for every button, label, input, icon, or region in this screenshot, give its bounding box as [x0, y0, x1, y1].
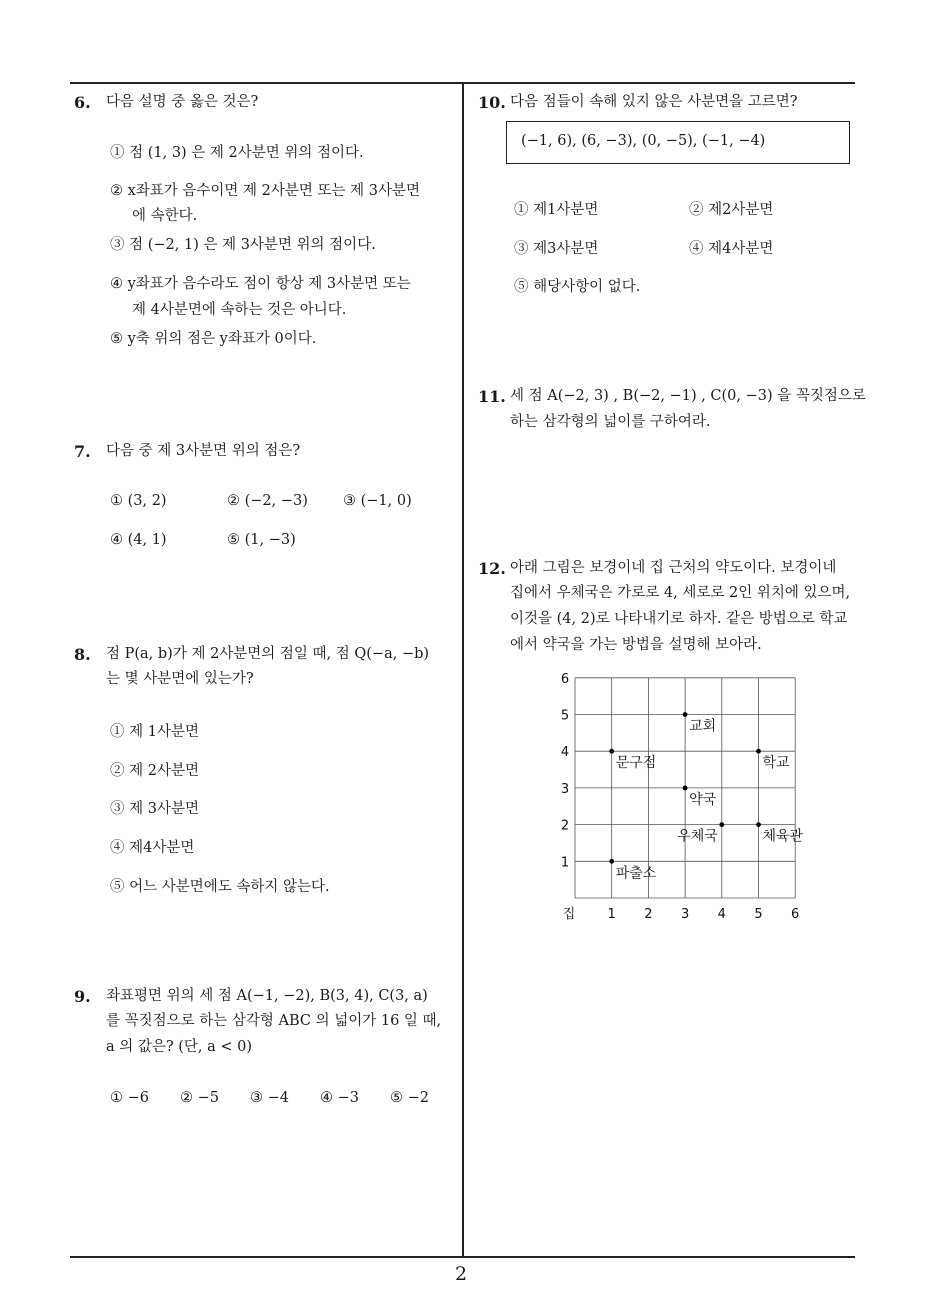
- map-point-label: 약국: [689, 791, 717, 808]
- question-prompt: 다음 중 제 3사분면 위의 점은?: [106, 443, 301, 459]
- option-3[interactable]: ③ 점 (−2, 1) 은 제 3사분면 위의 점이다.: [110, 237, 376, 253]
- question-prompt-line1: 점 P(a, b)가 제 2사분면의 점일 때, 점 Q(−a, −b): [106, 646, 430, 662]
- y-tick-label: 4: [560, 745, 570, 761]
- option-2[interactable]: ② −5: [180, 1090, 219, 1106]
- y-tick-label: 1: [560, 855, 570, 871]
- option-5[interactable]: ⑤ (1, −3): [227, 532, 296, 548]
- option-4[interactable]: ④ y좌표가 음수라도 점이 항상 제 3사분면 또는: [110, 276, 411, 292]
- map-point-marker: [683, 712, 688, 717]
- option-5[interactable]: ⑤ 어느 사분면에도 속하지 않는다.: [110, 879, 330, 895]
- question-prompt: 다음 설명 중 옳은 것은?: [106, 94, 259, 110]
- option-5[interactable]: ⑤ y축 위의 점은 y좌표가 0이다.: [110, 331, 317, 347]
- question-prompt-line1: 세 점 A(−2, 3) , B(−2, −1) , C(0, −3) 을 꼭짓점으로: [510, 388, 866, 404]
- map-point-marker: [683, 786, 688, 791]
- option-4[interactable]: ④ 제4사분면: [110, 840, 195, 856]
- map-point-label: 체육관: [762, 828, 804, 845]
- question-prompt-line2: 하는 삼각형의 넓이를 구하여라.: [510, 414, 711, 430]
- option-1[interactable]: ① (3, 2): [110, 493, 167, 509]
- option-2[interactable]: ② (−2, −3): [227, 493, 308, 509]
- map-point-marker: [719, 822, 724, 827]
- option-4[interactable]: ④ 제4사분면: [689, 241, 774, 257]
- question-number: 7.: [74, 442, 91, 461]
- map-point-marker: [609, 749, 614, 754]
- question-prompt-line1: 아래 그림은 보경이네 집 근처의 약도이다. 보경이네: [510, 560, 837, 576]
- x-tick-label: 5: [754, 907, 763, 922]
- option-4-cont: 제 4사분면에 속하는 것은 아니다.: [132, 302, 347, 318]
- map-point-label: 교회: [689, 718, 717, 735]
- map-point-marker: [756, 822, 761, 827]
- map-point-label: 문구점: [615, 755, 657, 772]
- question-prompt-line2: 를 꼭짓점으로 하는 삼각형 ABC 의 넓이가 16 일 때,: [106, 1013, 442, 1029]
- option-2[interactable]: ② x좌표가 음수이면 제 2사분면 또는 제 3사분면: [110, 183, 421, 199]
- option-3[interactable]: ③ 제 3사분면: [110, 801, 199, 817]
- option-1[interactable]: ① 점 (1, 3) 은 제 2사분면 위의 점이다.: [110, 145, 364, 161]
- option-4[interactable]: ④ −3: [320, 1090, 359, 1106]
- option-2[interactable]: ② 제2사분면: [689, 202, 774, 218]
- y-tick-label: 3: [560, 781, 570, 797]
- map-point-marker: [756, 749, 761, 754]
- column-divider: [462, 82, 464, 1257]
- question-prompt-line2: 집에서 우체국은 가로로 4, 세로로 2인 위치에 있으며,: [510, 585, 851, 601]
- question-prompt-line2: 는 몇 사분면에 있는가?: [106, 671, 254, 687]
- y-tick-label: 5: [560, 708, 570, 724]
- question-prompt-line1: 좌표평면 위의 세 점 A(−1, −2), B(3, 4), C(3, a): [106, 988, 428, 1004]
- option-1[interactable]: ① 제1사분면: [514, 202, 599, 218]
- option-1[interactable]: ① 제 1사분면: [110, 724, 199, 740]
- x-tick-label: 6: [791, 907, 800, 922]
- option-1[interactable]: ① −6: [110, 1090, 149, 1106]
- x-tick-label: 2: [644, 907, 653, 922]
- points-box-text: (−1, 6), (6, −3), (0, −5), (−1, −4): [521, 133, 766, 149]
- question-number: 6.: [74, 93, 91, 112]
- option-3[interactable]: ③ (−1, 0): [343, 493, 412, 509]
- map-point-label: 파출소: [615, 865, 657, 882]
- option-2-cont: 에 속한다.: [132, 208, 198, 224]
- option-5[interactable]: ⑤ 해당사항이 없다.: [514, 279, 641, 295]
- y-tick-label: 2: [560, 818, 570, 834]
- question-number: 12.: [478, 559, 506, 578]
- map-point-label: 우체국: [677, 828, 718, 845]
- bottom-rule: [70, 1256, 855, 1258]
- option-5[interactable]: ⑤ −2: [390, 1090, 429, 1106]
- question-number: 8.: [74, 645, 91, 664]
- question-number: 10.: [478, 93, 506, 112]
- y-tick-label: 6: [560, 671, 570, 687]
- question-number: 11.: [478, 387, 506, 406]
- question-number: 9.: [74, 987, 91, 1006]
- map-point-label: 학교: [762, 755, 790, 772]
- page-number: 2: [455, 1263, 468, 1285]
- question-prompt-line3: a 의 값은? (단, a < 0): [106, 1039, 253, 1055]
- map-point-marker: [609, 859, 614, 864]
- neighborhood-map-chart: [550, 668, 820, 928]
- question-prompt-line3: 이것을 (4, 2)로 나타내기로 하자. 같은 방법으로 학교: [510, 611, 848, 627]
- question-prompt-line4: 에서 약국을 가는 방법을 설명해 보아라.: [510, 637, 762, 653]
- option-3[interactable]: ③ 제3사분면: [514, 241, 599, 257]
- option-4[interactable]: ④ (4, 1): [110, 532, 167, 548]
- x-tick-label: 4: [717, 907, 726, 922]
- x-tick-label: 1: [607, 907, 616, 922]
- origin-label: 집: [562, 907, 576, 922]
- option-2[interactable]: ② 제 2사분면: [110, 763, 199, 779]
- points-box: [506, 121, 850, 164]
- option-3[interactable]: ③ −4: [250, 1090, 289, 1106]
- question-prompt: 다음 점들이 속해 있지 않은 사분면을 고르면?: [510, 94, 798, 110]
- x-tick-label: 3: [680, 907, 690, 922]
